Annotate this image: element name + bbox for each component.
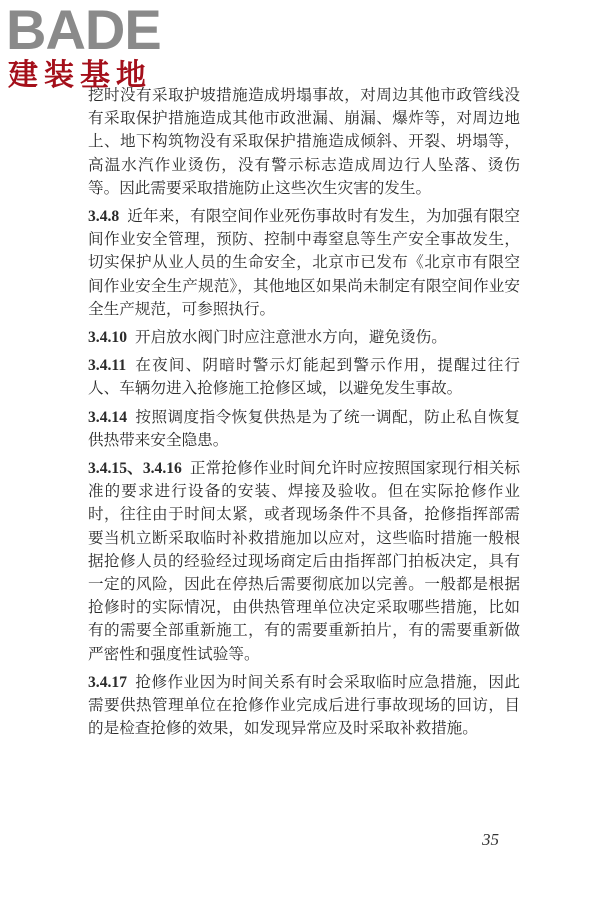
clause-number: 3.4.10: [88, 329, 127, 347]
clause-number: 3.4.8: [88, 208, 120, 226]
clause-number: 3.4.11: [88, 357, 127, 375]
document-body: [88, 84, 520, 745]
paragraph-text: 近年来，有限空间作业死伤事故时有发生，为加强有限空间作业安全管理，预防、控制中毒窒息等生产安全事故发生，切实保护从业人员的生命安全，北京市已发布《北京市有限空间作业安全生产规范》，其他地区如果尚未制定有限空间作业安全生产规范，可参照执行。: [88, 207, 520, 318]
logo-wordmark: BADE: [6, 0, 161, 61]
paragraph-text: 正常抢修作业时间允许时应按照国家现行相关标准的要求进行设备的安装、焊接及验收。但在实际抢修作业时，往往由于时间太紧，或者现场条件不具备，抢修指挥部需要当机立断采取临时补救措施加以应对，这些临时措施一般根据抢修人员的经验经过现场商定后由指挥部门拍板决定，具有一定的风险，因此在停热后需要彻底加以完善。一般都是根据抢修时的实际情况，由供热管理单位决定采取哪些措施，比如有的需要全部重新施工，有的需要重新拍片，有的需要重新做严密性和强度性试验等。: [88, 459, 520, 663]
logo-subtitle: 建装基地: [8, 58, 152, 93]
paragraph-text: 按照调度指令恢复供热是为了统一调配，防止私自恢复供热带来安全隐患。: [88, 407, 520, 449]
paragraph: [88, 406, 520, 452]
paragraph: [88, 84, 520, 200]
page-number: 35: [482, 830, 499, 849]
paragraph-text: 开启放水阀门时应注意泄水方向，避免烫伤。: [134, 328, 447, 347]
paragraph-text: 挖时没有采取护坡措施造成坍塌事故，对周边其他市政管线没有采取保护措施造成其他市政泄漏、崩漏、爆炸等，对周边地上、地下构筑物没有采取保护措施造成倾斜、开裂、坍塌等，高温水汽作业烫伤，没有警示标志造成周边行人坠落、烫伤等。因此需要采取措施防止这些次生灾害的发生。: [88, 86, 520, 197]
paragraph: [88, 205, 520, 321]
paragraph: [88, 326, 520, 349]
paragraph: [88, 354, 520, 400]
paragraph-text: 在夜间、阴暗时警示灯能起到警示作用，提醒过往行人、车辆勿进入抢修施工抢修区域，以避免发生事故。: [88, 356, 520, 398]
paragraph: [88, 671, 520, 741]
paragraph: [88, 457, 520, 666]
site-logo: [6, 2, 176, 92]
clause-number: 3.4.14: [88, 408, 127, 426]
clause-number: 3.4.15、3.4.16: [88, 460, 182, 478]
paragraph-text: 抢修作业因为时间关系有时会采取临时应急措施，因此需要供热管理单位在抢修作业完成后进行事故现场的回访，目的是检查抢修的效果，如发现异常应及时采取补救措施。: [88, 672, 520, 738]
clause-number: 3.4.17: [88, 673, 127, 691]
